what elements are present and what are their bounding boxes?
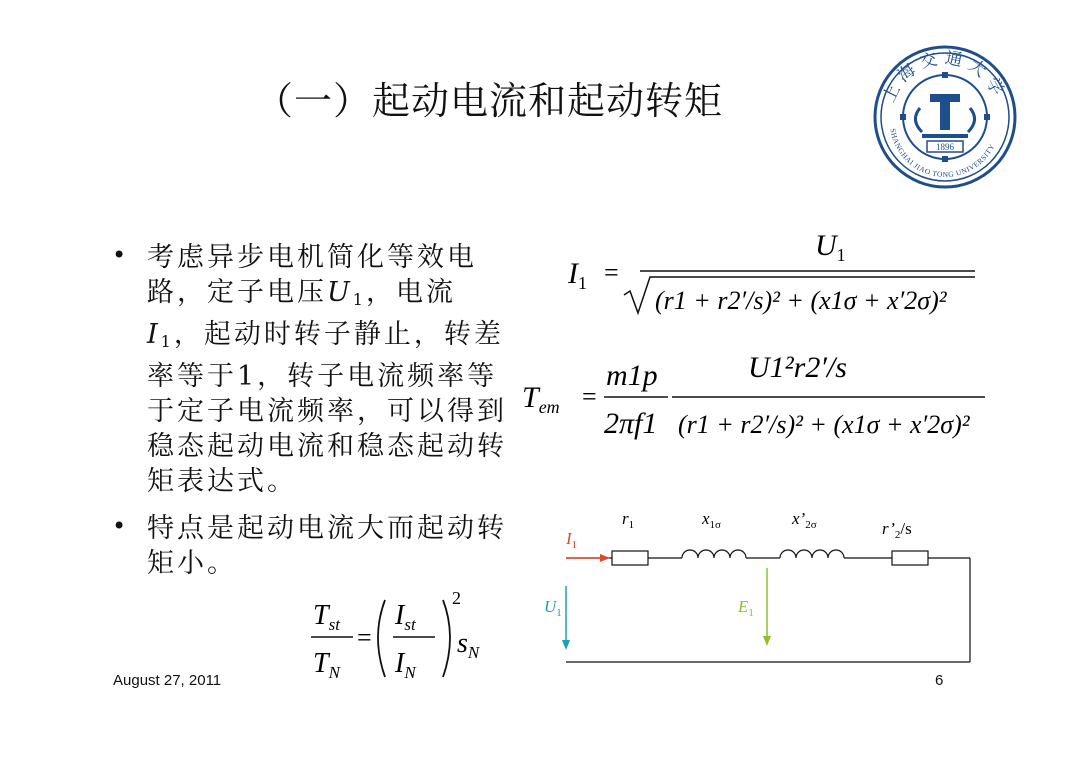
current-arrow (600, 554, 610, 562)
svg-text:=: = (357, 623, 372, 652)
svg-text:Tst: $T_{st}$ (313, 600, 340, 634)
resistor-r2 (892, 551, 928, 565)
svg-text:=: = (582, 382, 597, 411)
logo-emblem (915, 94, 974, 152)
svg-text:U1: $U_1$ (815, 229, 846, 265)
svg-text:Tem: $T_{em}$ (522, 381, 560, 417)
inductor-x1 (682, 550, 746, 558)
formula-i1-denominator: (r1 + r2′/s)² + (x1σ + x′2σ)² (655, 286, 947, 315)
svg-text:U1²r2′/s: U1²r2′/s (748, 351, 847, 384)
svg-text:r1: $r_1$ (622, 509, 635, 531)
svg-text:m1p: m1p (606, 359, 658, 392)
svg-text:x1σ: $x_{1\sigma}$ (702, 509, 721, 531)
formula-torque-ratio (305, 582, 505, 692)
slide-title: （一）起动电流和起动转矩 (255, 79, 724, 123)
svg-text:2πf1: 2πf1 (604, 407, 658, 440)
slide-date: August 27, 2011 (113, 672, 222, 689)
equivalent-circuit (530, 500, 980, 670)
formula-starting-current (560, 225, 980, 320)
svg-text:=: = (604, 258, 619, 287)
bullet-marker: • (112, 512, 127, 540)
logo-bottom-text: SHANGHAI JIAO TONG UNIVERSITY (888, 127, 997, 180)
emf-arrow (763, 636, 771, 646)
logo-year: 1896 (936, 142, 954, 152)
svg-text:I1: $I_1$ (568, 257, 587, 293)
svg-text:sN: $s_N$ (457, 628, 480, 662)
svg-text:Ist: $I_{st}$ (395, 600, 416, 634)
formula-starting-torque (520, 345, 990, 455)
formula-tem-denominator: (r1 + r2′/s)² + (x1σ + x′2σ)² (678, 410, 970, 439)
svg-text:x’2σ: $x’_{2\sigma}$ (792, 509, 817, 531)
page-number: 6 (935, 672, 944, 689)
bullet-1: 考虑异步电机简化等效电路，定子电压$U_1$，电流$I_1$，起动时转子静止，转差率等于1，转子电流频率等于定子电流频率，可以得到稳态起动电流和稳态起动转矩表达式。 (147, 242, 507, 497)
svg-text:I1: $I_1$ (566, 529, 578, 551)
svg-text:IN: $I_N$ (395, 648, 416, 682)
inductor-x2 (780, 550, 844, 558)
logo-top-text: 上海交通大学 (879, 48, 1011, 106)
svg-text:TN: $T_N$ (313, 648, 340, 682)
svg-text:U1: $U_1$ (544, 597, 562, 619)
svg-text:2: 2 (452, 588, 461, 608)
svg-text:E1: $E_1$ (738, 597, 754, 619)
bullet-2: 特点是起动电流大而起动转矩小。 (147, 513, 507, 579)
svg-text:r’2/s: $r’_2/s$ (882, 519, 912, 541)
resistor-r1 (612, 551, 648, 565)
voltage-arrow (562, 640, 570, 650)
university-seal-icon (870, 42, 1020, 192)
bullet-marker: • (112, 241, 127, 269)
